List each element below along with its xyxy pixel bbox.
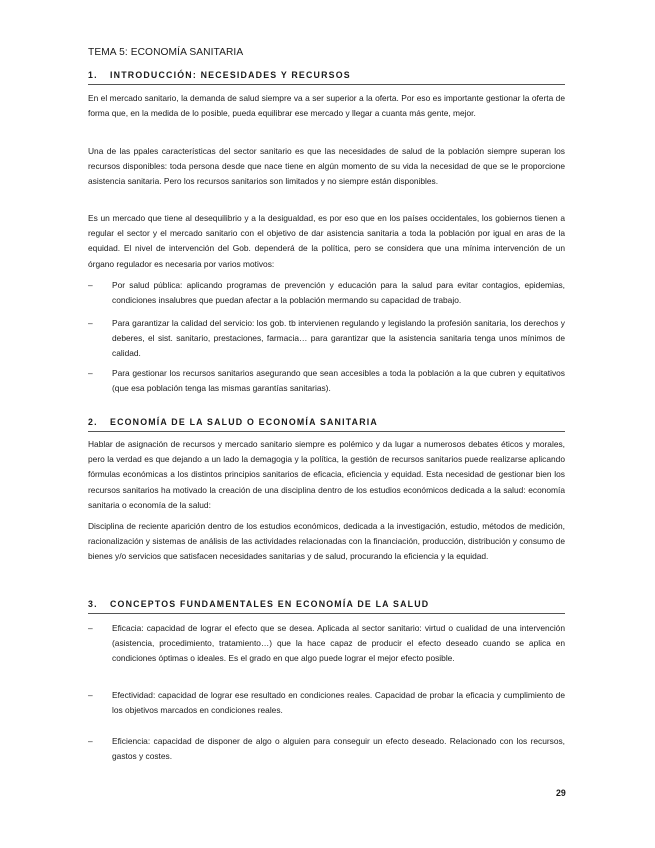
section-title: ECONOMÍA DE LA SALUD O ECONOMÍA SANITARIA xyxy=(110,417,378,427)
list-item xyxy=(88,734,565,764)
list-item-text: Por salud pública: aplicando programas de prevención y educación para la salud para evitar contagios, epidemias, condiciones insalubres que puedan afectar a la población mermando su capacidad de trabajo. xyxy=(112,280,565,306)
section-heading-introduccion xyxy=(88,70,565,85)
bullet-marker: – xyxy=(88,690,93,700)
list-item xyxy=(88,366,565,396)
section-number: 3. xyxy=(88,599,98,609)
list-item xyxy=(88,688,565,718)
list-item-text: Para garantizar la calidad del servicio: los gob. tb intervienen regulando y legislando la profesión sanitaria, los derechos y deberes, el sist. sanitario, prestaciones, farmacia… para garantizar que la asistencia sanitaria tenga unos mínimos de calidad. xyxy=(112,318,565,359)
list-item xyxy=(88,316,565,362)
paragraph: Una de las ppales características del sector sanitario es que las necesidades de salud de la población siempre superan los recursos disponibles: toda persona desde que nace tiene en algún momento de su vida la necesidad de que se le proporcione asistencia sanitaria. Pero los recursos sanitarios son limitados y no siempre están disponibles. xyxy=(88,146,565,187)
bullet-marker: – xyxy=(88,623,93,633)
paragraph: Hablar de asignación de recursos y mercado sanitario siempre es polémico y da lugar a numerosos debates éticos y morales, pero la verdad es que dejando a un lado la demagogia y la política, la gestión de recursos sanitarios puede realizarse aplicando fórmulas económicas a los distintos principios sanitarios de eficacia, eficiencia y equidad. Esta necesidad de gestionar bien los recursos sanitarios ha motivado la creación de una disciplina dentro de los estudios económicos dedicada a la salud: economía sanitaria o economía de la salud: xyxy=(88,439,565,510)
paragraph: En el mercado sanitario, la demanda de salud siempre va a ser superior a la oferta. Por eso es importante gestionar la oferta de forma que, en la medida de lo posible, pueda equilibrar ese mercado y llegar a cuanta más gente, mejor. xyxy=(88,93,565,119)
section-heading-economia-salud xyxy=(88,417,565,432)
list-item-text: Eficiencia: capacidad de disponer de algo o alguien para conseguir un efecto deseado. Relacionado con los recursos, gastos y costes. xyxy=(112,736,565,762)
bullet-marker: – xyxy=(88,280,93,290)
paragraph: Es un mercado que tiene al desequilibrio y a la desigualdad, es por eso que en los países occidentales, los gobiernos tienen a regular el sector y el mercado sanitario con el objetivo de dar asistencia sanitaria a toda la población por igual en aras de la equidad. El nivel de intervención del Gob. dependerá de la política, pero se considera que una mínima intervención de un órgano regulador es necesaria por varios motivos: xyxy=(88,213,565,269)
section-number: 1. xyxy=(88,70,98,80)
list-item-text: Para gestionar los recursos sanitarios asegurando que sean accesibles a toda la población a la que cubren y equitativos (que esa población tenga las mismas garantías sanitarias). xyxy=(112,368,565,394)
bullet-marker: – xyxy=(88,318,93,328)
bullet-list xyxy=(88,366,565,396)
bullet-list xyxy=(88,278,565,308)
bullet-list xyxy=(88,316,565,362)
bullet-list xyxy=(88,688,565,718)
bullet-marker: – xyxy=(88,368,93,378)
section-title: INTRODUCCIÓN: NECESIDADES Y RECURSOS xyxy=(110,70,351,80)
bullet-list xyxy=(88,734,565,764)
list-item-text: Efectividad: capacidad de lograr ese resultado en condiciones reales. Capacidad de probar la eficacia y cumplimiento de los objetivos marcados en condiciones reales. xyxy=(112,690,565,716)
bullet-list xyxy=(88,621,565,667)
section-heading-conceptos xyxy=(88,599,565,614)
bullet-marker: – xyxy=(88,736,93,746)
list-item xyxy=(88,621,565,667)
document-title: TEMA 5: ECONOMÍA SANITARIA xyxy=(88,47,244,58)
list-item xyxy=(88,278,565,308)
paragraph: Disciplina de reciente aparición dentro de los estudios económicos, dedicada a la investigación, estudio, métodos de medición, racionalización y sistemas de análisis de las actividades relacionadas con la financiación, producción, distribución y consumo de bienes y/o servicios que satisfacen necesidades sanitarias y de salud, procurando la eficiencia y la equidad. xyxy=(88,521,565,562)
section-title: CONCEPTOS FUNDAMENTALES EN ECONOMÍA DE LA SALUD xyxy=(110,599,430,609)
section-number: 2. xyxy=(88,417,98,427)
list-item-text: Eficacia: capacidad de lograr el efecto que se desea. Aplicada al sector sanitario: virtud o cualidad de una intervención (asistencia, procedimiento, tratamiento…) que la hace capaz de producir el efecto deseado cuando se aplica en condiciones óptimas o ideales. Es el grado en que algo puede lograr el mejor efecto posible. xyxy=(112,623,565,664)
page-number: 29 xyxy=(556,788,566,798)
